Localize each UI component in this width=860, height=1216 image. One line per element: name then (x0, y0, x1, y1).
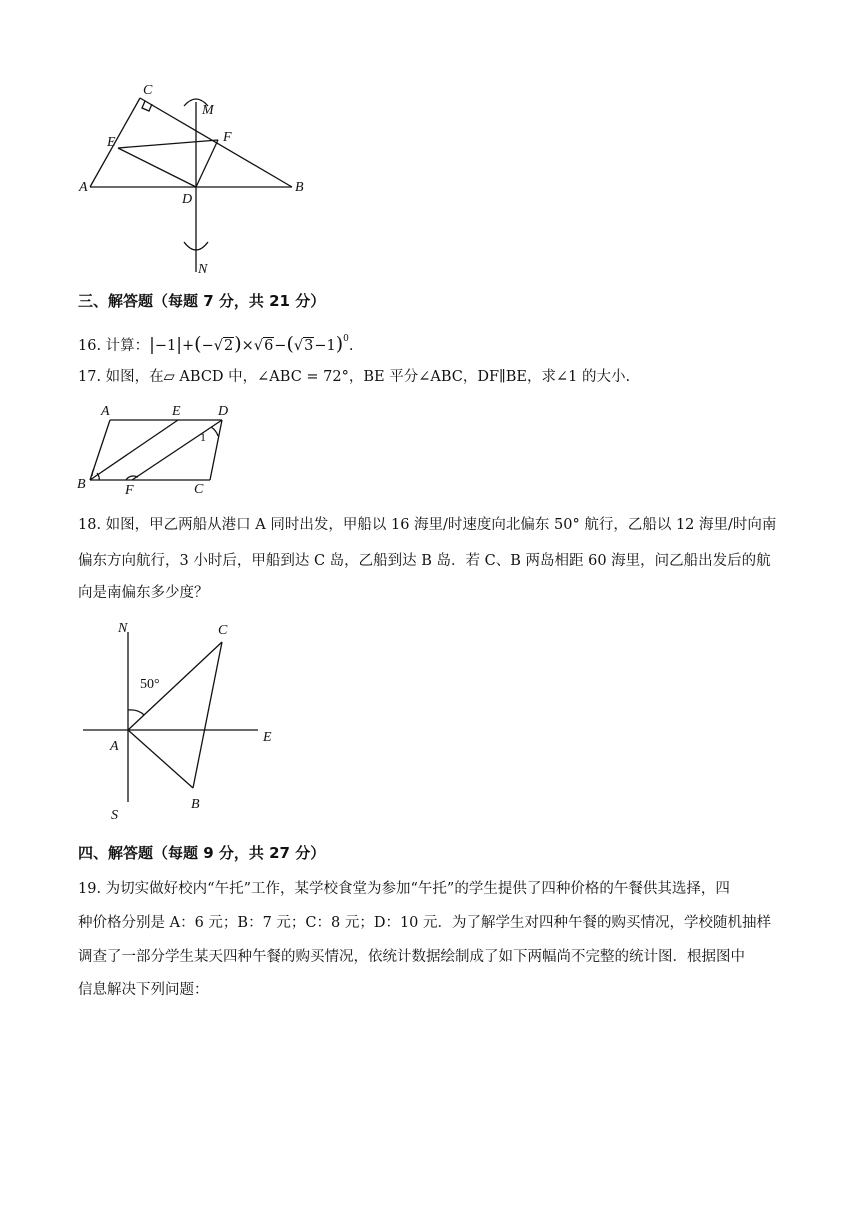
figure-q18 (78, 612, 288, 827)
q16-minus-one: −1 (314, 338, 336, 354)
question-16 (78, 329, 354, 356)
angle-arc-1 (211, 427, 218, 436)
section-3-heading: 三、解答题（每题 7 分，共 21 分） (78, 292, 326, 310)
q16-abs-close: | (176, 335, 183, 355)
label-F: F (223, 130, 232, 145)
label-angle-50: 50° (140, 677, 160, 692)
segment-DC (210, 420, 222, 480)
q16-paren-open-2: ( (286, 333, 294, 355)
label-S: S (111, 808, 118, 823)
segment-EF (118, 140, 218, 148)
q16-sqrt-2: 2 (224, 338, 234, 354)
label-M: M (202, 103, 214, 118)
segment-BE (90, 420, 178, 480)
label-B: B (77, 477, 86, 492)
q16-sqrt-sign-2: √ (253, 338, 264, 354)
question-19-line-4: 信息解决下列问题： (78, 982, 209, 998)
label-N: N (118, 621, 128, 636)
label-F: F (125, 483, 134, 498)
figure-q17 (72, 400, 242, 500)
q16-neg: − (201, 338, 214, 354)
label-E: E (107, 135, 116, 150)
angle-arc-50 (128, 710, 144, 715)
label-A: A (79, 180, 88, 195)
label-C: C (143, 83, 153, 98)
question-18-line-2: 偏东方向航行，3 小时后，甲船到达 C 岛，乙船到达 B 岛．若 C、B 两岛相距 60 海里，问乙船出发后的航 (78, 553, 771, 569)
segment-DF (132, 420, 222, 480)
label-A: A (101, 404, 110, 419)
label-N: N (198, 262, 208, 277)
q16-sqrt-6: 6 (264, 338, 274, 354)
q16-sqrt-sign-1: √ (213, 338, 223, 354)
segment-CB (140, 98, 292, 187)
label-E: E (263, 730, 272, 745)
q16-paren-open-1: ( (194, 333, 202, 355)
label-1: 1 (200, 430, 206, 444)
question-18-line-1: 18. 如图，甲乙两船从港口 A 同时出发，甲船以 16 海里/时速度向北偏东 50° 航行，乙船以 12 海里/时向南 (78, 517, 777, 533)
q16-paren-close-2: ) (335, 333, 344, 355)
question-19-line-3: 调查了一部分学生某天四种午餐的购买情况，依统计数据绘制成了如下两幅尚不完整的统计图．根据图中 (78, 949, 745, 965)
q16-end: . (348, 338, 354, 354)
q16-paren-close-1: ) (234, 333, 242, 355)
segment-CB (193, 642, 222, 788)
label-A: A (110, 739, 119, 754)
label-D: D (218, 404, 229, 419)
section-4-heading: 四、解答题（每题 9 分，共 27 分） (78, 844, 326, 862)
q16-sqrt-3: 3 (304, 338, 314, 354)
question-19-line-1: 19. 为切实做好校内“午托”工作，某学校食堂为参加“午托”的学生提供了四种价格的午餐供其选择，四 (78, 881, 730, 897)
segment-ED (118, 148, 196, 187)
q16-exponent: 0 (343, 334, 349, 344)
question-18-line-3: 向是南偏东多少度？ (78, 585, 209, 601)
label-D: D (182, 192, 193, 207)
q16-plus: + (182, 338, 195, 354)
question-17: 17. 如图，在▱ ABCD 中，∠ABC = 72°，BE 平分∠ABC，DF∥BE，求∠1 的大小. (78, 369, 631, 385)
segment-AB (128, 730, 193, 788)
q16-abs-value: −1 (154, 338, 177, 354)
figure-q15 (70, 80, 330, 280)
label-C: C (218, 623, 228, 638)
q16-times: × (241, 338, 254, 354)
q16-sqrt-sign-3: √ (293, 338, 304, 354)
segment-FD (196, 140, 218, 187)
label-C: C (194, 482, 204, 497)
label-B: B (191, 797, 200, 812)
angle-arc-B2 (92, 469, 94, 476)
label-E: E (172, 404, 181, 419)
q16-label: 16. 计算： (78, 338, 150, 354)
q16-abs-open: | (149, 335, 155, 355)
question-19-line-2: 种价格分别是 A：6 元；B：7 元；C：8 元；D：10 元．为了解学生对四种午餐的购买情况，学校随机抽样 (78, 915, 772, 931)
q16-minus: − (274, 338, 287, 354)
label-B: B (295, 180, 304, 195)
